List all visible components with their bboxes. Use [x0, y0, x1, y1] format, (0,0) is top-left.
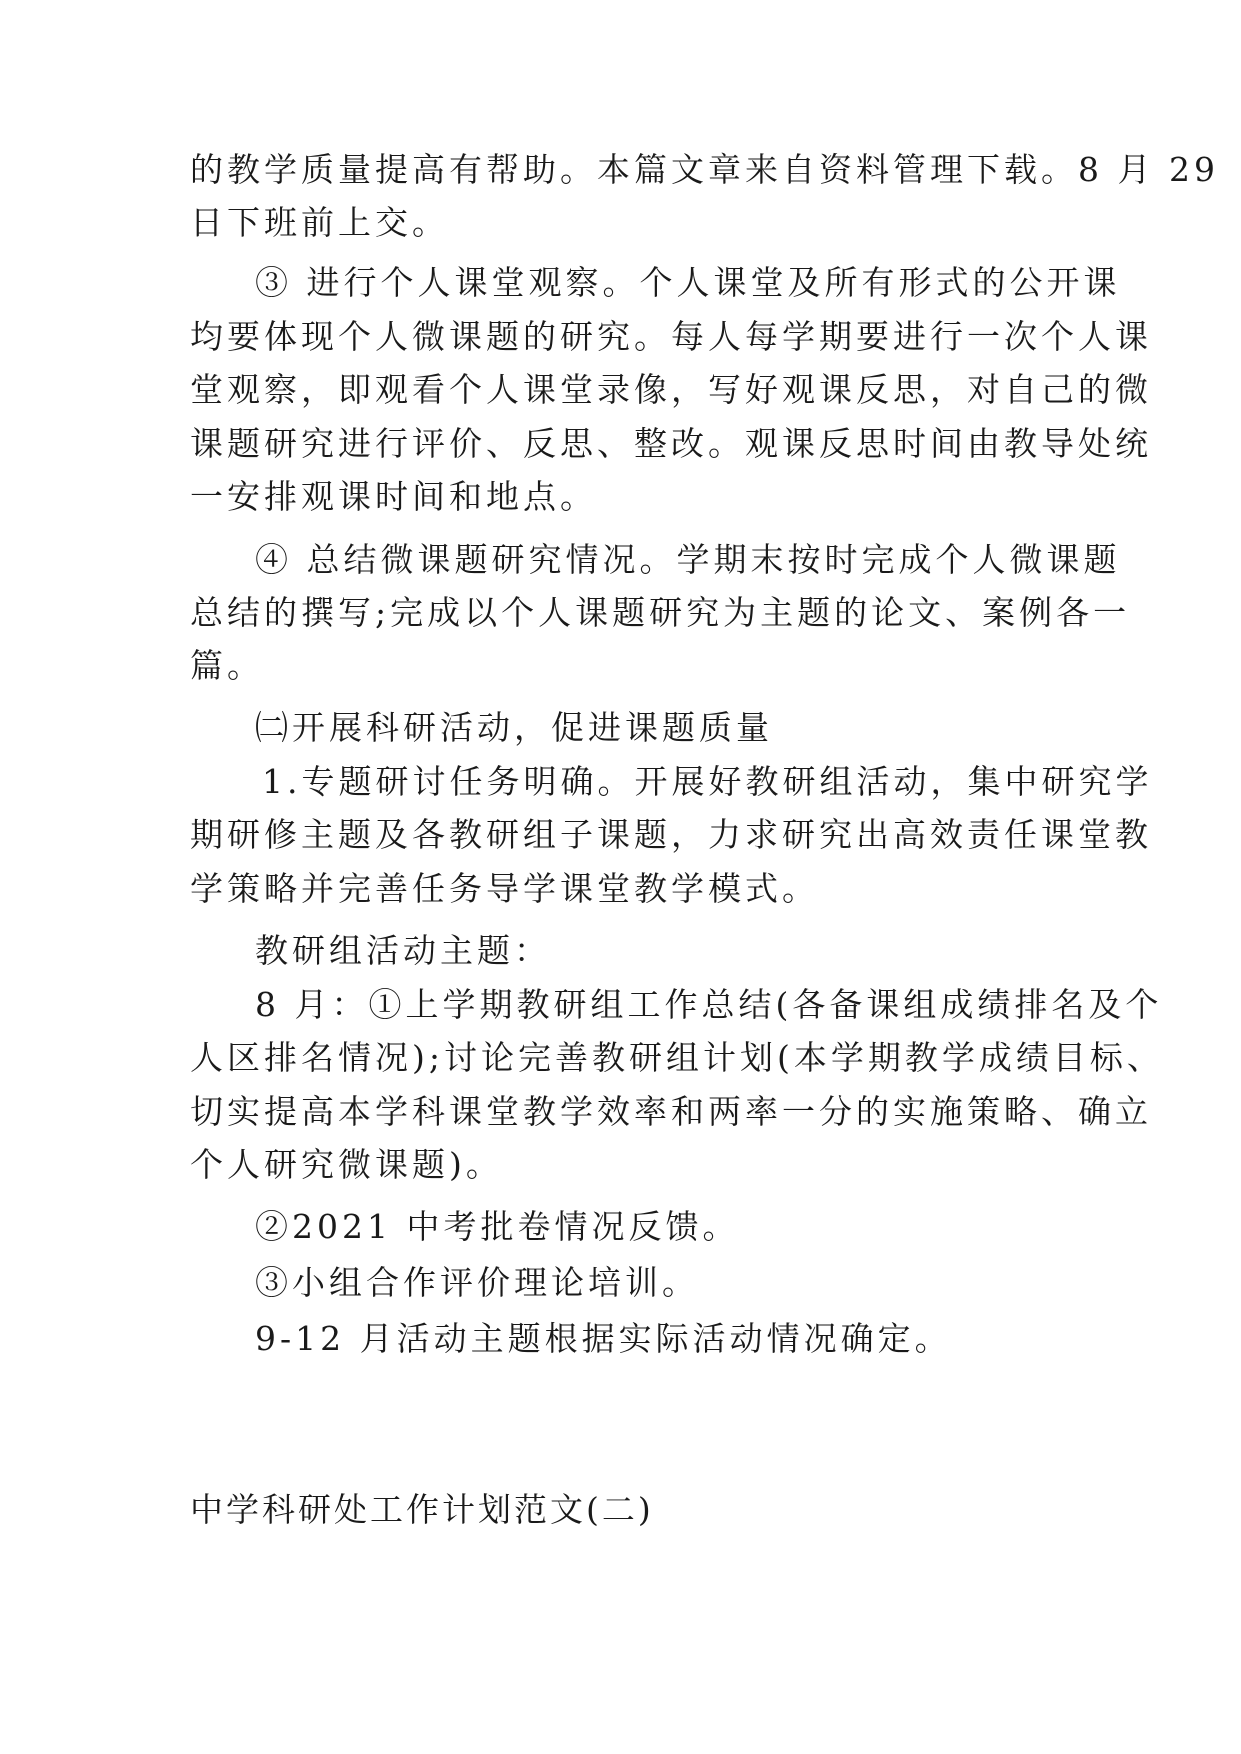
paragraph-line: 人区排名情况);讨论完善教研组计划(本学期教学成绩目标、 [190, 1038, 1164, 1077]
paragraph-line: 学策略并完善任务导学课堂教学模式。 [190, 869, 819, 908]
section-title: 中学科研处工作计划范文(二) [190, 1490, 654, 1529]
paragraph-line: 教研组活动主题： [255, 931, 551, 970]
paragraph-line: 期研修主题及各教研组子课题，力求研究出高效责任课堂教 [190, 815, 1152, 854]
paragraph-line: 9-12 月活动主题根据实际活动情况确定。 [255, 1319, 952, 1358]
paragraph-line: ③ 进行个人课堂观察。个人课堂及所有形式的公开课 [255, 263, 1121, 302]
paragraph-line: 8 月：①上学期教研组工作总结(各备课组成绩排名及个 [255, 985, 1163, 1024]
paragraph-line: ②2021 中考批卷情况反馈。 [255, 1207, 740, 1246]
paragraph-line: 1.专题研讨任务明确。开展好教研组活动，集中研究学 [262, 762, 1153, 801]
paragraph-line: 日下班前上交。 [190, 203, 449, 242]
paragraph-line: 切实提高本学科课堂教学效率和两率一分的实施策略、确立 [190, 1092, 1152, 1131]
paragraph-line: 篇。 [190, 646, 264, 685]
paragraph-line: 堂观察，即观看个人课堂录像，写好观课反思，对自己的微 [190, 370, 1152, 409]
paragraph-line: ④ 总结微课题研究情况。学期末按时完成个人微课题 [255, 540, 1121, 579]
paragraph-line: 的教学质量提高有帮助。本篇文章来自资料管理下载。8 月 29 [190, 150, 1219, 189]
paragraph-line: 总结的撰写;完成以个人课题研究为主题的论文、案例各一 [190, 593, 1131, 632]
paragraph-line: ③小组合作评价理论培训。 [255, 1263, 699, 1302]
paragraph-line: 一安排观课时间和地点。 [190, 477, 597, 516]
paragraph-line: 均要体现个人微课题的研究。每人每学期要进行一次个人课 [190, 317, 1152, 356]
subheading-line: ㈡开展科研活动，促进课题质量 [255, 708, 773, 747]
paragraph-line: 个人研究微课题)。 [190, 1145, 503, 1184]
paragraph-line: 课题研究进行评价、反思、整改。观课反思时间由教导处统 [190, 424, 1152, 463]
